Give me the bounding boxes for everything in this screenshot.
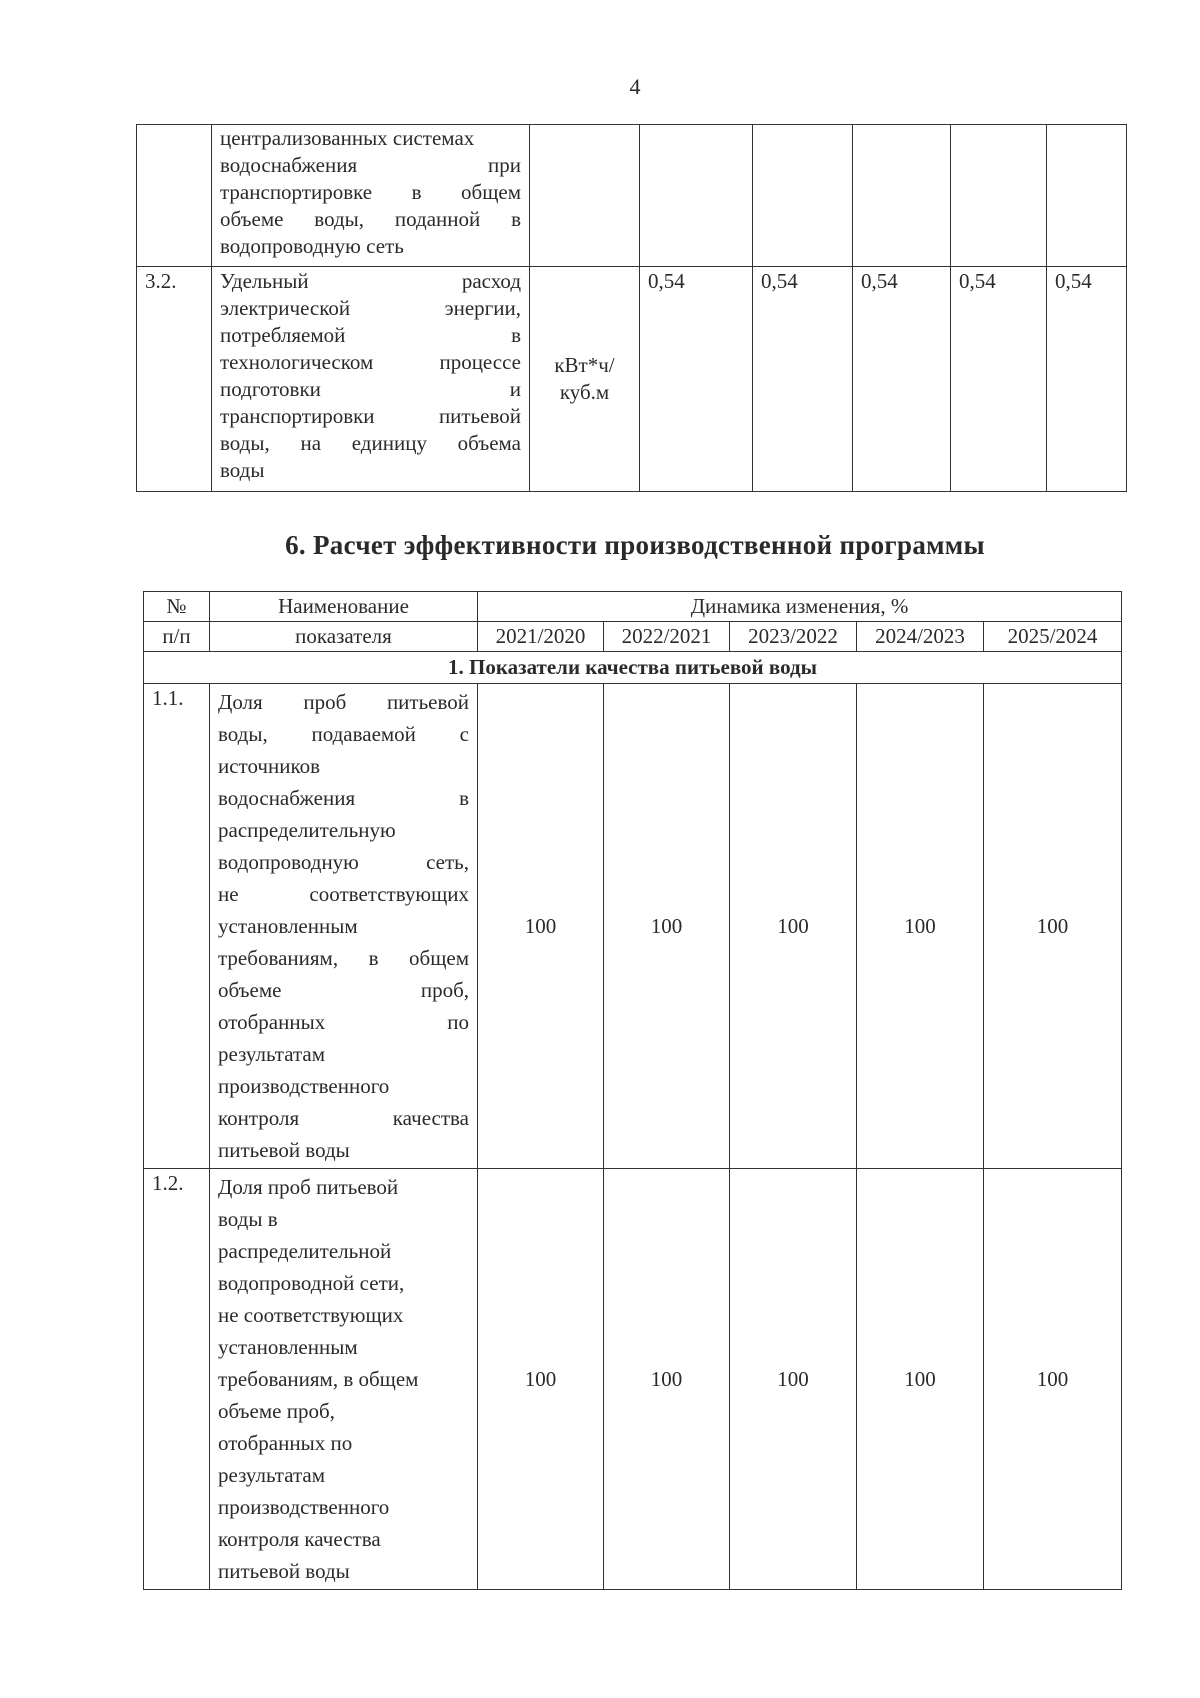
value-cell: 100 [857, 684, 984, 1169]
name-line: воды, на единицу объема [220, 431, 521, 455]
name-line: водопроводную сеть, [218, 850, 469, 874]
name-line: питьевой воды [218, 1138, 350, 1162]
row-number-cell: 1.2. [144, 1169, 210, 1590]
header-row [144, 592, 1122, 622]
name-line: установленным [218, 1335, 358, 1359]
name-line: требованиям, в общем [218, 1367, 419, 1391]
name-line: производственного [218, 1074, 390, 1098]
value-cell: 100 [730, 684, 857, 1169]
value-cell: 100 [857, 1169, 984, 1590]
name-line: требованиям, в общем [218, 946, 469, 970]
name-line: Удельный расход [220, 269, 521, 293]
row-number-cell: 1.1. [144, 684, 210, 1169]
group-row [144, 652, 1122, 684]
year-header: 2021/2020 [478, 622, 604, 652]
group-title: 1. Показатели качества питьевой воды [144, 652, 1122, 684]
name-line: технологическом процессе [220, 350, 521, 374]
name-line: результатам [218, 1463, 326, 1487]
name-line: результатам [218, 1042, 326, 1066]
value-cell: 100 [730, 1169, 857, 1590]
name-line: производственного [218, 1495, 390, 1519]
name-line: не соответствующих [218, 1303, 404, 1327]
value-cell: 100 [478, 1169, 604, 1590]
name-line: воды [220, 458, 265, 482]
value-cell: 0,54 [853, 267, 951, 492]
value-cell: 0,54 [951, 267, 1047, 492]
indicator-name-cell [210, 684, 478, 1169]
name-line: централизованных системах [220, 126, 475, 150]
value-cell: 0,54 [1047, 267, 1127, 492]
year-header: 2025/2024 [984, 622, 1122, 652]
name-line: водопроводной сети, [218, 1271, 405, 1295]
number-header: № [144, 592, 210, 622]
value-cell [1047, 125, 1127, 267]
name-line: установленным [218, 914, 358, 938]
row-number-cell: 3.2. [137, 267, 212, 492]
table-row [137, 125, 1127, 267]
name-line: распределительную [218, 818, 396, 842]
unit-cell: кВт*ч/ куб.м [530, 267, 640, 492]
name-line: распределительной [218, 1239, 392, 1263]
name-line: не соответствующих [218, 882, 469, 906]
indicator-name-cell [210, 1169, 478, 1590]
unit-cell [530, 125, 640, 267]
value-cell [640, 125, 753, 267]
value-cell: 0,54 [753, 267, 853, 492]
name-line: контроля качества [218, 1106, 469, 1130]
value-cell: 100 [604, 1169, 730, 1590]
name-line: отобранных по [218, 1010, 469, 1034]
name-line: воды в [218, 1207, 278, 1231]
name-line: водоснабжения при [220, 153, 521, 177]
name-line: водопроводную сеть [220, 234, 404, 258]
value-cell: 100 [604, 684, 730, 1169]
name-line: контроля качества [218, 1527, 381, 1551]
section-title: 6. Расчет эффективности производственной программы [285, 530, 985, 560]
name-line: питьевой воды [218, 1559, 350, 1583]
name-line: отобранных по [218, 1431, 353, 1455]
efficiency-table [143, 591, 1122, 1590]
indicator-name-cell [212, 125, 530, 267]
name-line: воды, подаваемой с [218, 722, 469, 746]
value-cell [951, 125, 1047, 267]
header-row [144, 622, 1122, 652]
value-cell: 0,54 [640, 267, 753, 492]
name-line: Доля проб питьевой [218, 1175, 399, 1199]
row-number-cell [137, 125, 212, 267]
name-line: Доля проб питьевой [218, 690, 469, 714]
name-line: объеме проб, [218, 1399, 335, 1423]
name-line: электрической энергии, [220, 296, 521, 320]
name-line: транспортировки питьевой [220, 404, 521, 428]
name-line: объеме воды, поданной в [220, 207, 521, 231]
name-line: подготовки и [220, 377, 521, 401]
table-row [144, 1169, 1122, 1590]
top-table [136, 124, 1127, 492]
number-header: п/п [144, 622, 210, 652]
table-row [137, 267, 1127, 492]
indicator-name-cell [212, 267, 530, 492]
dynamics-header: Динамика изменения, % [478, 592, 1122, 622]
value-cell [753, 125, 853, 267]
value-cell: 100 [984, 684, 1122, 1169]
value-cell [853, 125, 951, 267]
name-line: транспортировке в общем [220, 180, 521, 204]
name-line: объеме проб, [218, 978, 469, 1002]
year-header: 2023/2022 [730, 622, 857, 652]
name-line: потребляемой в [220, 323, 521, 347]
name-header: показателя [210, 622, 478, 652]
value-cell: 100 [478, 684, 604, 1169]
name-line: водоснабжения в [218, 786, 469, 810]
name-line: источников [218, 754, 321, 778]
name-header: Наименование [210, 592, 478, 622]
year-header: 2022/2021 [604, 622, 730, 652]
page-number: 4 [629, 74, 641, 99]
table-row [144, 684, 1122, 1169]
value-cell: 100 [984, 1169, 1122, 1590]
year-header: 2024/2023 [857, 622, 984, 652]
